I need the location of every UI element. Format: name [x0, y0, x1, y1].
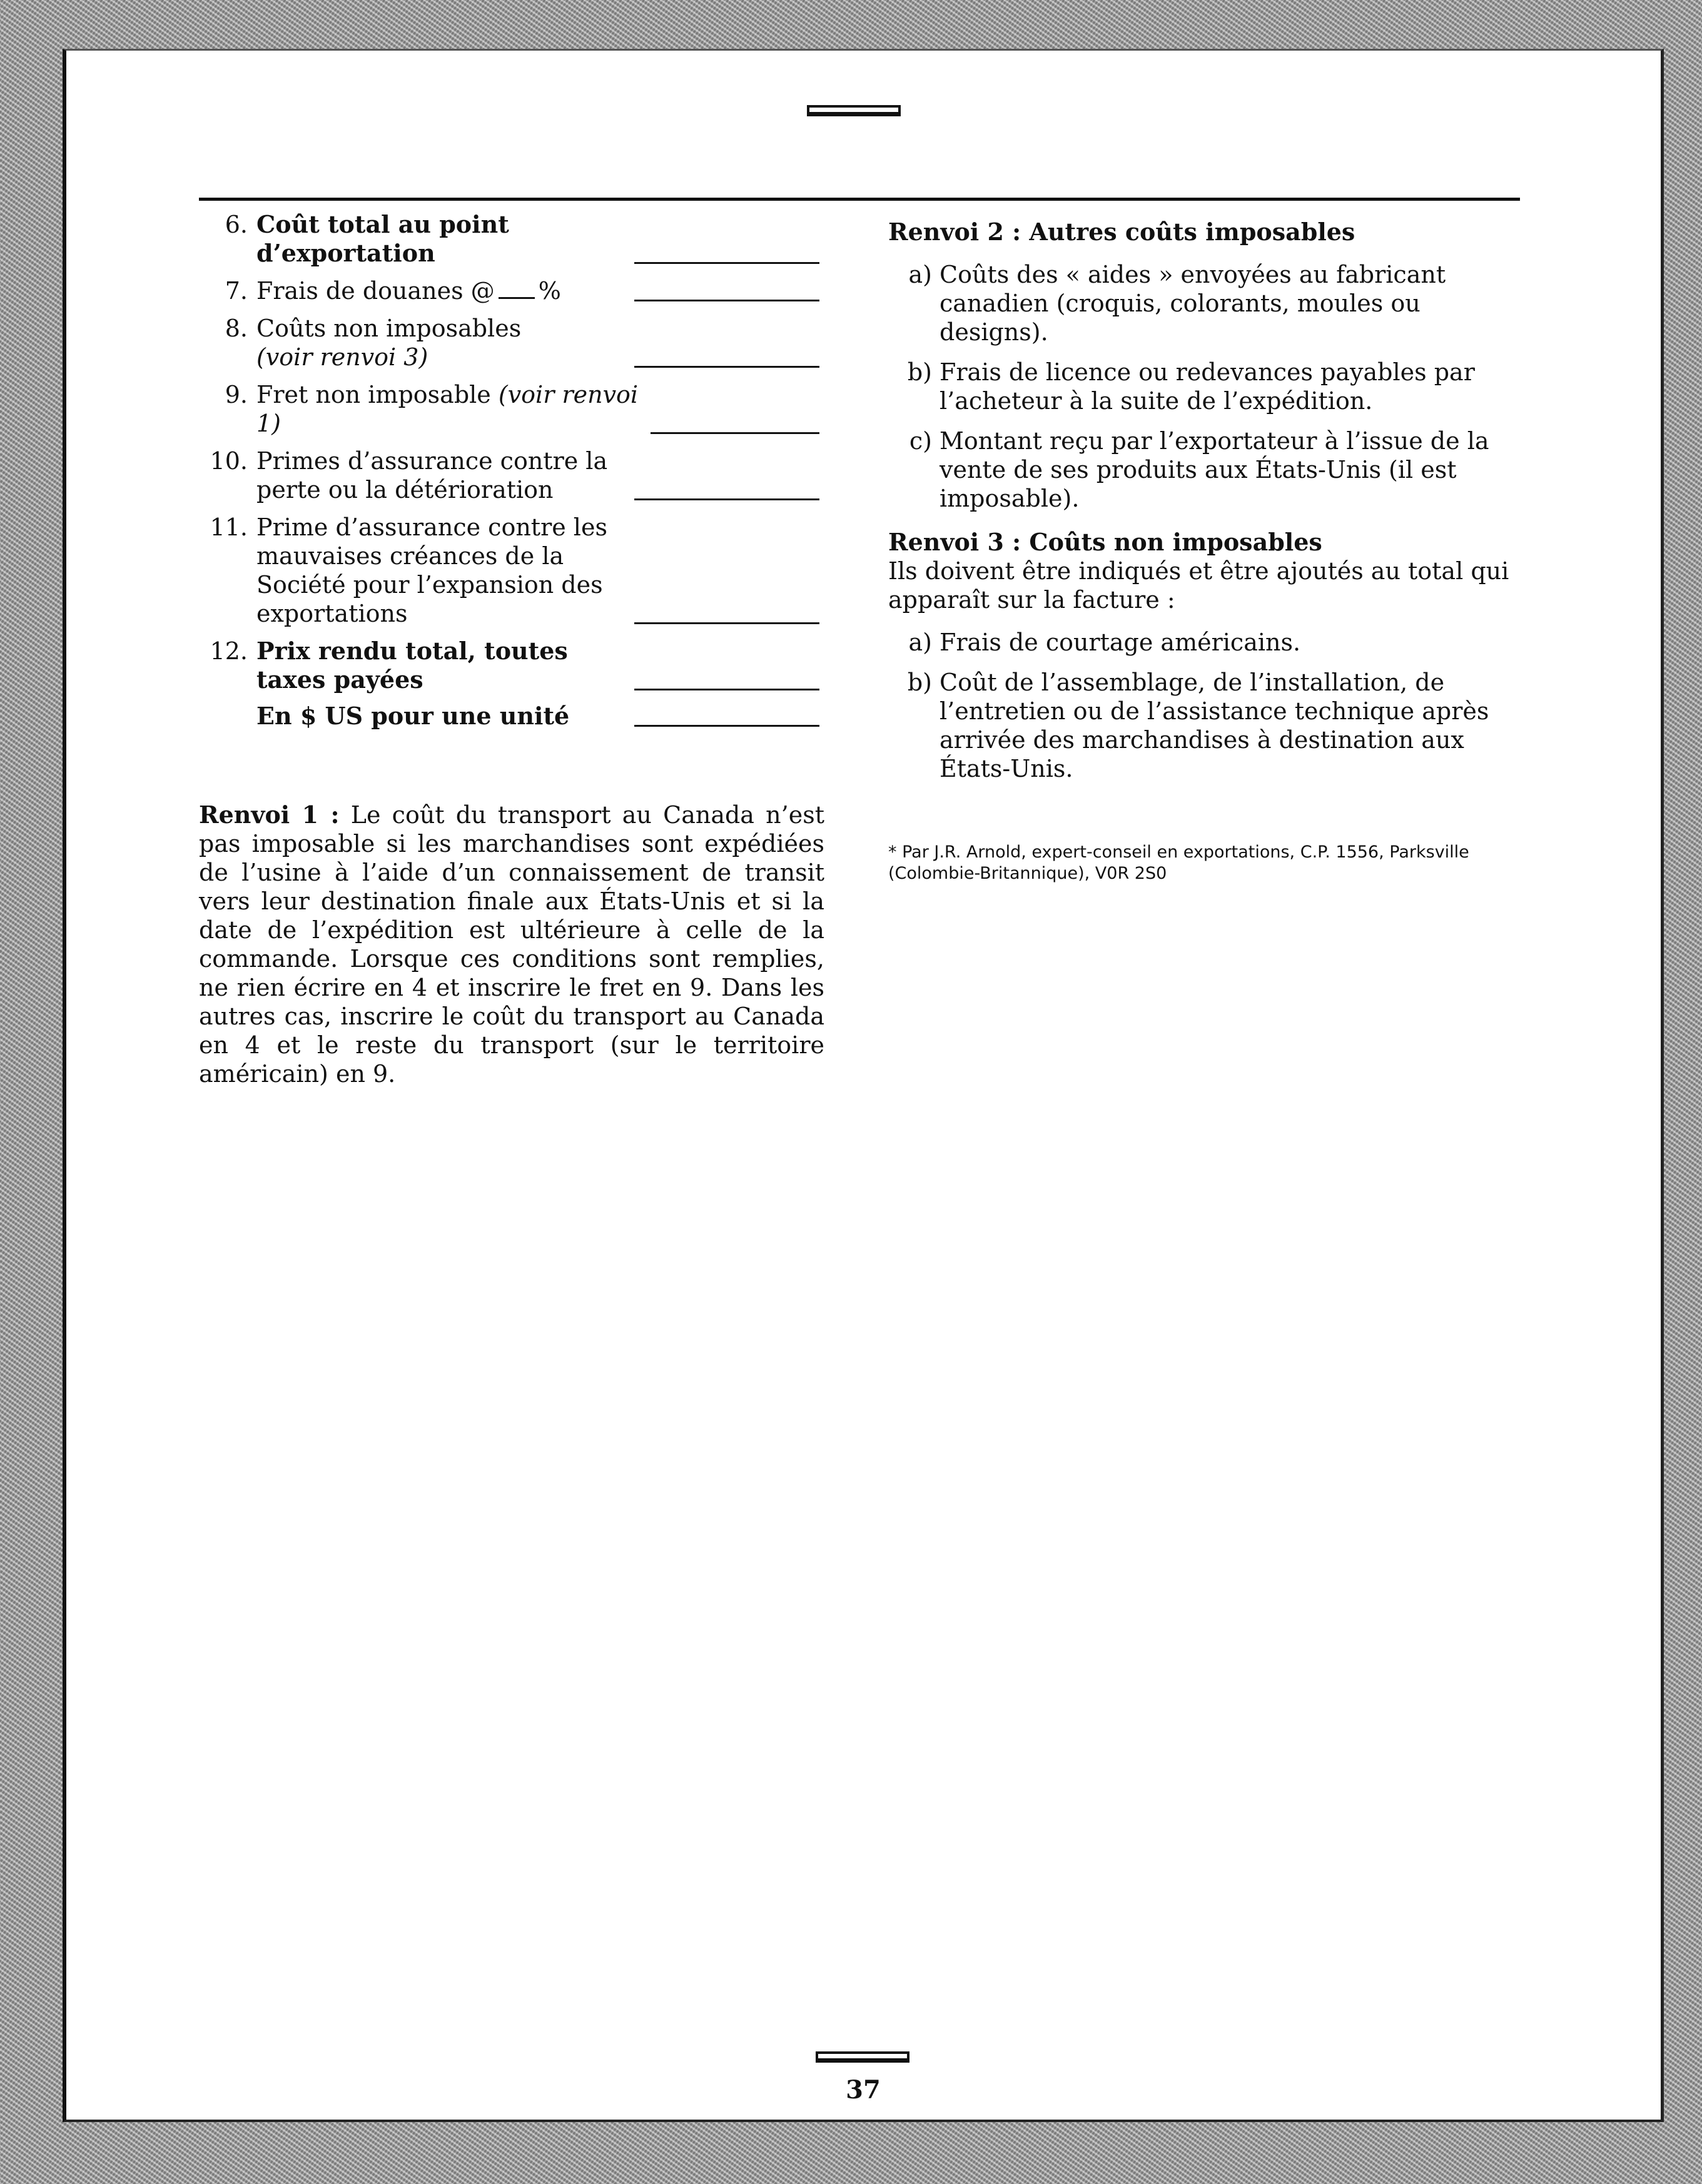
list-item [888, 358, 1526, 415]
entry-line [651, 432, 819, 434]
entry-line [634, 300, 819, 301]
item-label: Primes d’assurance contre la perte ou la détérioration [256, 447, 608, 503]
entry-line [634, 622, 819, 624]
item-number: 12. [210, 637, 248, 665]
page-number: 37 [846, 2075, 881, 2105]
item-number: 10. [210, 447, 248, 475]
list-item-label: b) [907, 669, 932, 696]
renvoi-1-paragraph [199, 801, 824, 1088]
renvoi-2-heading: Renvoi 2 : Autres coûts imposables [888, 218, 1355, 246]
item-note: (voir renvoi 3) [256, 343, 428, 371]
entry-line [634, 689, 819, 690]
item-note: (voir renvoi 1) [256, 381, 639, 437]
list-item-text: Frais de licence ou redevances payables par l’acheteur à la suite de l’expédition. [940, 358, 1475, 415]
form-item-11 [199, 513, 824, 628]
item-label-part: Fret non imposable [256, 381, 491, 408]
item-label-part: Frais de douanes @ [256, 277, 495, 305]
item-label [256, 380, 657, 438]
list-item [888, 628, 1526, 657]
bottom-page-mark [816, 2051, 909, 2063]
entry-line [634, 366, 819, 368]
form-item-10 [199, 447, 824, 504]
item-number: 11. [210, 513, 248, 541]
form-item-6 [199, 210, 824, 268]
item-label: En $ US pour une unité [256, 702, 570, 730]
list-item [888, 668, 1526, 783]
form-item-12 [199, 637, 824, 694]
list-item-text: Montant reçu par l’exportateur à l’issue de la vente de ses produits aux États-Unis (il est imposable). [940, 427, 1489, 512]
entry-line [634, 725, 819, 727]
author-footnote: * Par J.R. Arnold, expert-conseil en exportations, C.P. 1556, Parksville (Colombie-Britannique), V0R 2S0 [888, 842, 1469, 883]
item-label [256, 314, 582, 372]
item-label: Coût total au point d’exportation [256, 210, 509, 267]
list-item-label: b) [907, 358, 932, 386]
form-item-9 [199, 380, 824, 438]
item-number [199, 702, 256, 731]
form-item-7 [199, 276, 824, 305]
entry-line [634, 262, 819, 264]
top-page-mark [807, 105, 901, 116]
item-label-part: Coûts non imposables [256, 315, 522, 342]
renvoi-3-intro: Ils doivent être indiqués et être ajoutés au total qui apparaît sur la facture : [888, 557, 1509, 614]
list-item-label: a) [908, 629, 932, 656]
form-item-unit-price [199, 702, 824, 731]
list-item-text: Coûts des « aides » envoyées au fabricant canadien (croquis, colorants, moules ou designs). [940, 261, 1446, 346]
list-item-text: Coût de l’assemblage, de l’installation, de l’entretien ou de l’assistance technique après arrivée des marchandises à destination aux États-Unis. [940, 669, 1489, 782]
list-item [888, 260, 1526, 346]
entry-line [634, 498, 819, 500]
left-column [199, 210, 824, 1088]
item-number: 9. [225, 381, 248, 408]
renvoi-2-list [888, 260, 1526, 513]
renvoi-3-list [888, 628, 1526, 783]
renvoi-3-heading: Renvoi 3 : Coûts non imposables [888, 528, 1322, 556]
renvoi-1-label: Renvoi 1 : [199, 801, 340, 829]
top-horizontal-rule [199, 198, 1520, 201]
item-label: Prix rendu total, toutes taxes payées [256, 637, 568, 694]
percent-blank [499, 282, 535, 299]
item-number: 8. [225, 315, 248, 342]
list-item [888, 427, 1526, 513]
item-number: 7. [225, 277, 248, 305]
item-label-part: % [538, 277, 561, 305]
right-column [888, 218, 1526, 884]
form-item-8 [199, 314, 824, 372]
item-label [256, 276, 632, 305]
list-item-label: a) [908, 261, 932, 288]
list-item-text: Frais de courtage américains. [940, 629, 1301, 656]
item-label: Prime d’assurance contre les mauvaises créances de la Société pour l’expansion des exportations [256, 513, 607, 627]
renvoi-1-text: Le coût du transport au Canada n’est pas imposable si les marchandises sont expédiées de l’usine à l’aide d’un connaissement de transit vers leur destination finale aux États-Unis et si la date de l’expédition est ultérieure à celle de la commande. Lorsque ces conditions sont remplies, ne rien écrire en 4 et inscrire le fret en 9. Dans les autres cas, inscrire le coût du transport au Canada en 4 et le reste du transport (sur le territoire américain) en 9. [199, 801, 824, 1088]
item-number: 6. [225, 211, 248, 238]
list-item-label: c) [909, 427, 932, 455]
